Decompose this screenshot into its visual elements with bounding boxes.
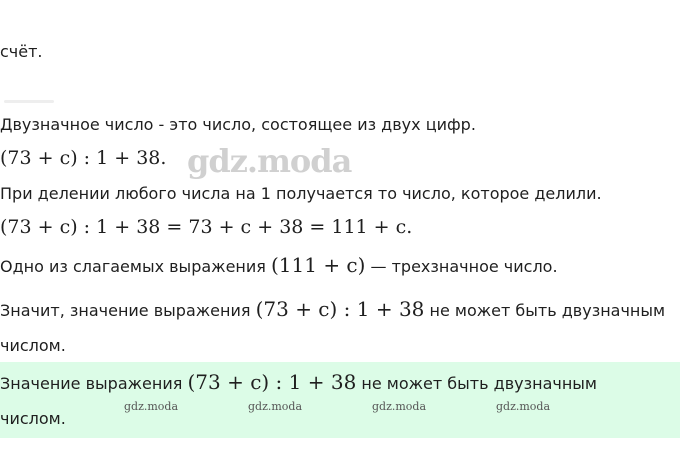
watermark-small: gdz.moda [124,400,179,413]
term-text-pre: Одно из слагаемых выражения [0,257,271,276]
therefore-sentence [0,299,665,319]
text-schet: счёт. [0,42,43,61]
watermark-small: gdz.moda [372,400,427,413]
expression-2: (73 + c) : 1 + 38 = 73 + c + 38 = 111 + c. [0,216,413,238]
definition-text: Двузначное число - это число, состоящее из двух цифр. [0,115,476,134]
watermark-small: gdz.moda [248,400,303,413]
answer-text-post: не может быть двузначным [356,374,597,393]
watermark-small: gdz.moda [496,400,551,413]
therefore-text-post: не может быть двузначным [424,301,666,320]
therefore-end: числом. [0,336,66,355]
therefore-expression: (73 + c) : 1 + 38 [255,297,425,321]
answer-text-pre: Значение выражения [0,374,188,393]
therefore-text-pre: Значит, значение выражения [0,301,256,320]
term-expression: (111 + c) [270,253,366,277]
answer-end: числом. [0,409,66,428]
watermark-logo: gdz.moda [187,142,352,180]
expression-1: (73 + c) : 1 + 38. [0,147,167,169]
term-sentence [0,255,558,275]
term-text-post: — трехзначное число. [365,257,558,276]
divider [4,100,54,103]
answer-expression: (73 + c) : 1 + 38 [187,370,357,394]
answer-sentence [0,372,597,392]
rule-text: При делении любого числа на 1 получается то число, которое делили. [0,184,602,203]
